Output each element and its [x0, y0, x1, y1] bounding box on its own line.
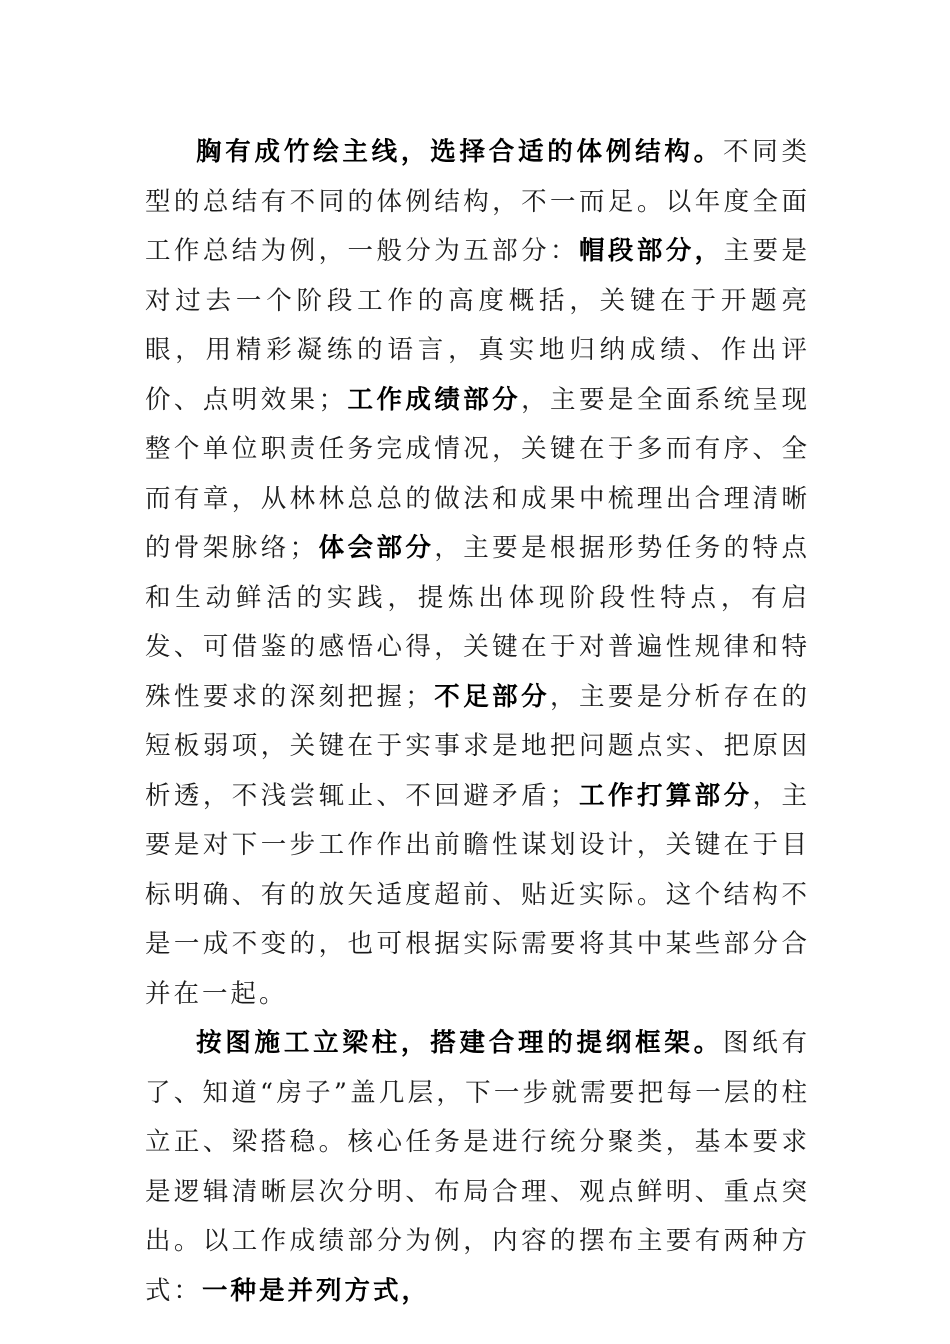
term-experience-section: 体会部分	[318, 533, 435, 563]
term-header-section: 帽段部分，	[578, 236, 724, 266]
paragraph-outline	[145, 1019, 810, 1316]
term-parallel-method: 一种是并列方式，	[202, 1275, 431, 1306]
body-run: 不同类型的总结有不同的体例结构，不一而足。以年度全面工作总结为例，一般分为五部分：	[145, 137, 810, 266]
paragraph-structure	[145, 128, 810, 1019]
document-body	[145, 128, 810, 1316]
body-run: ，主要是根据形势任务的特点和生动鲜活的实践，提炼出体现阶段性特点，有启发、可借鉴的感悟心得，关键在于对普遍性规律和特殊性要求的深刻把握；	[145, 533, 810, 712]
term-achievements-section: 工作成绩部分	[347, 384, 522, 415]
body-run: ，主要是对下一步工作作出前瞻性谋划设计，关键在于目标明确、有的放矢适度超前、贴近实际。这个结构不是一成不变的，也可根据实际需要将其中某些部分合并在一起。	[145, 780, 810, 1009]
heading-run: 按图施工立梁柱，搭建合理的提纲框架。	[196, 1028, 723, 1058]
body-run: 图纸有了、知道“房子”盖几层，下一步就需要把每一层的柱立正、梁搭稳。核心任务是进行统分聚类，基本要求是逻辑清晰层次分明、布局合理、观点鲜明、重点突出。以工作成绩部分为例，内容的摆布主要有两种方式：	[145, 1028, 810, 1306]
heading-run: 胸有成竹绘主线，选择合适的体例结构。	[196, 137, 723, 167]
term-plans-section: 工作打算部分	[578, 780, 753, 811]
body-run: 主要是对过去一个阶段工作的高度概括，关键在于开题亮眼，用精彩凝练的语言，真实地归纳成绩、作出评价、点明效果；	[145, 236, 810, 415]
term-shortcomings-section: 不足部分	[433, 681, 551, 712]
body-run: ，主要是分析存在的短板弱项，关键在于实事求是地把问题点实、把原因析透，不浅尝辄止、不回避矛盾；	[145, 681, 810, 811]
body-run: ，主要是全面系统呈现整个单位职责任务完成情况，关键在于多而有序、全而有章，从林林总总的做法和成果中梳理出合理清晰的骨架脉络；	[145, 384, 810, 563]
